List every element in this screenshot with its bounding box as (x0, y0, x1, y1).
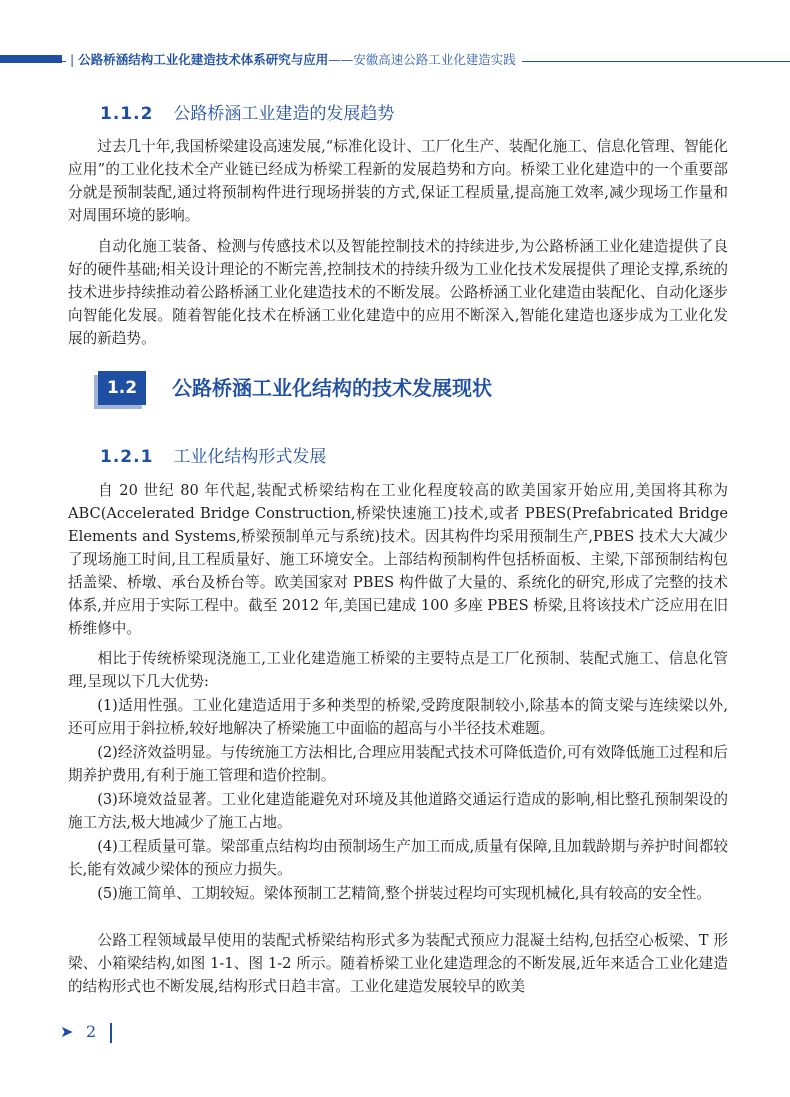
paragraph: 公路工程领域最早使用的装配式桥梁结构形式多为装配式预应力混凝土结构,包括空心板梁、T 形梁、小箱梁结构,如图 1-1、图 1-2 所示。随着桥梁工业化建造理念的不断发展,近年来适合工业化建造的结构形式也不断发展,结构形式日趋丰富。工业化建造发展较早的欧美 (68, 931, 728, 995)
running-head (66, 50, 522, 70)
page-number: 2 (86, 1022, 97, 1041)
section-heading-1-2 (98, 371, 698, 405)
running-head-separator: | (70, 52, 75, 67)
running-head-title: 公路桥涵结构工业化建造技术体系研究与应用 (78, 52, 329, 67)
list-item: (1)适用性强。工业化建造适用于多种类型的桥梁,受跨度限制较小,除基本的简支梁与连续梁以外,还可应用于斜拉桥,较好地解决了桥梁施工中面临的超高与小半径技术难题。 (68, 696, 728, 737)
footer-rule (110, 1023, 112, 1043)
section-title: 工业化结构形式发展 (173, 447, 327, 467)
paragraph: 自 20 世纪 80 年代起,装配式桥梁结构在工业化程度较高的欧美国家开始应用,美国将其称为 ABC(Accelerated Bridge Construction,桥梁快速施工)技术,或者 PBES(Prefabricated Bridge Elements and Systems,桥梁预制单元与系统)技术。因其构件均采用预制生产,PBES 技术大大减少了现场施工时间,且工程质量好、施工环境安全。上部结构预制构件包括桥面板、主梁,下部预制结构包括盖梁、桥墩、承台及桥台等。欧美国家对 PBES 构件做了大量的、系统化的研究,形成了完整的技术体系,并应用于实际工程中。截至 2012 年,美国已建成 100 多座 PBES 桥梁,且将该技术广泛应用在旧桥维修中。 (68, 481, 728, 637)
section-title: 公路桥涵工业建造的发展趋势 (173, 104, 395, 124)
section-heading-1-2-1 (100, 442, 326, 467)
section-number: 1.2.1 (100, 447, 154, 467)
list-item: (4)工程质量可靠。梁部重点结构均由预制场生产加工而成,质量有保障,且加载龄期与养护时间都较长,能有效减少梁体的预应力损失。 (68, 837, 728, 878)
header-accent-bar (0, 55, 62, 63)
section-number: 1.1.2 (100, 104, 154, 124)
list-item: (2)经济效益明显。与传统施工方法相比,合理应用装配式技术可降低造价,可有效降低施工过程和后期养护费用,有利于施工管理和造价控制。 (68, 743, 728, 784)
running-head-subtitle: ——安徽高速公路工业化建造实践 (328, 52, 516, 67)
paragraph: 相比于传统桥梁现浇施工,工业化建造施工桥梁的主要特点是工厂化预制、装配式施工、信息化管理,呈现以下几大优势: (68, 649, 728, 690)
chevron-right-icon: ➤ (60, 1022, 74, 1041)
section-heading-1-1-2 (100, 99, 394, 124)
list-item: (5)施工简单、工期较短。梁体预制工艺精简,整个拼装过程均可实现机械化,具有较高的安全性。 (97, 884, 711, 902)
paragraph: 过去几十年,我国桥梁建设高速发展,“标准化设计、工厂化生产、装配化施工、信息化管理、智能化应用”的工业化技术全产业链已经成为桥梁工程新的发展趋势和方向。桥梁工业化建造中的一个重要部分就是预制装配,通过将预制构件进行现场拼装的方式,保证工程质量,提高施工效率,减少现场工作量和对周围环境的影响。 (68, 137, 728, 224)
paragraph: 自动化施工装备、检测与传感技术以及智能控制技术的持续进步,为公路桥涵工业化建造提供了良好的硬件基础;相关设计理论的不断完善,控制技术的持续升级为工业化技术发展提供了理论支撑,系统的技术进步持续推动着公路桥涵工业化建造技术的不断发展。公路桥涵工业化建造由装配化、自动化逐步向智能化发展。随着智能化技术在桥涵工业化建造中的应用不断深入,智能化建造也逐步成为工业化发展的新趋势。 (68, 237, 728, 347)
section-number-box: 1.2 (98, 371, 146, 405)
list-item: (3)环境效益显著。工业化建造能避免对环境及其他道路交通运行造成的影响,相比整孔预制架设的施工方法,极大地减少了施工占地。 (68, 790, 728, 831)
section-title: 公路桥涵工业化结构的技术发展现状 (172, 376, 492, 400)
